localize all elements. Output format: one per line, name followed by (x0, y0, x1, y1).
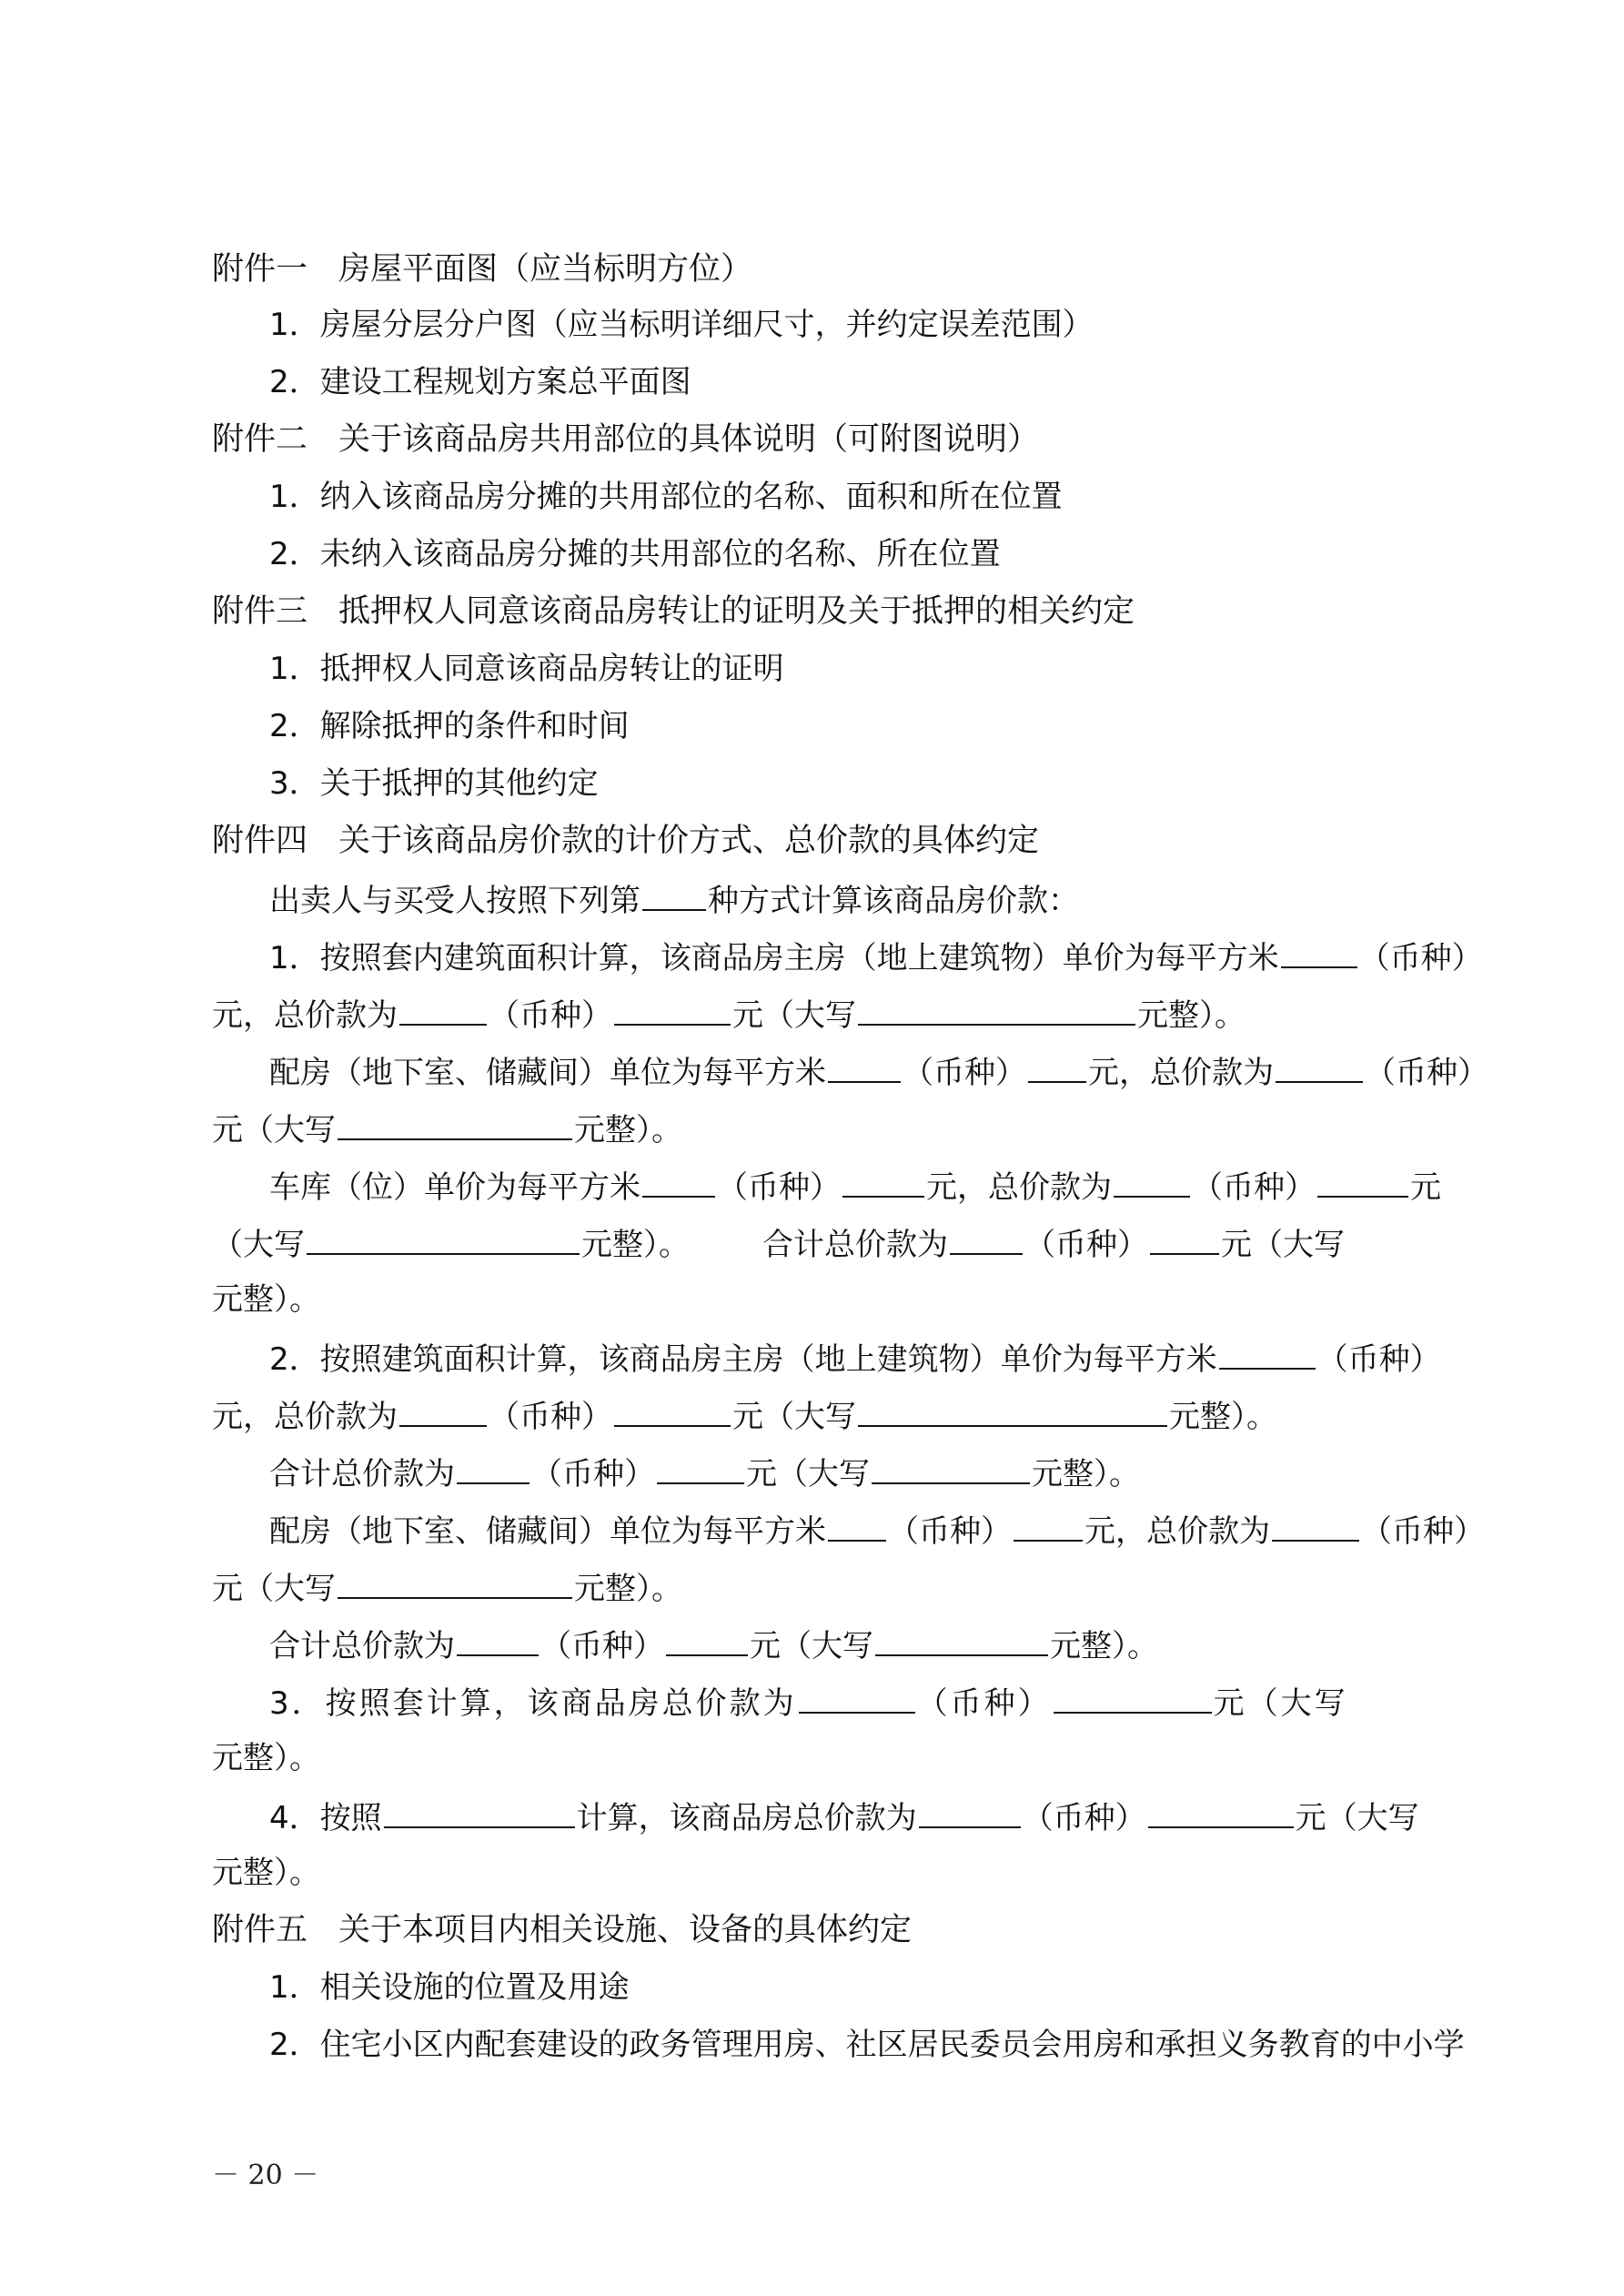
fill-blank[interactable] (1150, 1220, 1219, 1255)
method-1-line-7: 元整）。 (212, 1281, 320, 1318)
fill-blank[interactable] (457, 1450, 530, 1484)
fill-blank[interactable] (399, 1392, 487, 1427)
attachment-2-item-2: 2．未纳入该商品房分摊的共用部位的名称、所在位置 (269, 536, 1001, 572)
fill-blank[interactable] (842, 1163, 924, 1198)
fill-blank[interactable] (399, 991, 487, 1026)
fill-blank[interactable] (338, 1564, 572, 1599)
attachment-3-item-3: 3．关于抵押的其他约定 (269, 765, 599, 802)
attachment-1-label: 附件一 (212, 251, 308, 288)
attachment-2-title: 关于该商品房共用部位的具体说明（可附图说明） (338, 421, 1040, 458)
method-1-line-2: 元，总价款为 （币种） 元（大写 元整）。 (0, 991, 1624, 1037)
method-2-line-4: 配房（地下室、储藏间）单位为每平方米 （币种） 元，总价款为 （币种） (0, 1507, 1624, 1553)
method-2-line-3: 合计总价款为 （币种） 元（大写 元整）。 (0, 1450, 1624, 1496)
page-number: － 20 － (212, 2159, 319, 2191)
attachment-4-label: 附件四 (212, 823, 308, 859)
fill-blank[interactable] (1281, 934, 1357, 968)
method-choice-blank[interactable] (642, 876, 706, 911)
attachment-2-item-1: 1．纳入该商品房分摊的共用部位的名称、面积和所在位置 (269, 479, 1063, 515)
method-4-line-2: 元整）。 (212, 1855, 320, 1891)
fill-blank[interactable] (1276, 1048, 1363, 1083)
fill-blank[interactable] (457, 1622, 539, 1656)
fill-blank[interactable] (1028, 1048, 1086, 1083)
fill-blank[interactable] (338, 1106, 572, 1140)
fill-blank[interactable] (950, 1220, 1023, 1255)
fill-blank[interactable] (858, 991, 1135, 1026)
attachment-4-intro: 出卖人与买受人按照下列第 种方式计算该商品房价款： (0, 876, 1624, 923)
method-1-line-1: 1．按照套内建筑面积计算，该商品房主房（地上建筑物）单价为每平方米 （币种） (0, 934, 1624, 980)
fill-blank[interactable] (1317, 1163, 1408, 1198)
attachment-4-title: 关于该商品房价款的计价方式、总价款的具体约定 (338, 823, 1040, 859)
fill-blank[interactable] (657, 1450, 744, 1484)
fill-blank[interactable] (666, 1622, 748, 1656)
fill-blank[interactable] (1114, 1163, 1190, 1198)
attachment-3-label: 附件三 (212, 593, 308, 630)
attachment-1-title: 房屋平面图（应当标明方位） (338, 251, 753, 288)
fill-blank[interactable] (799, 1679, 915, 1714)
fill-blank[interactable] (1054, 1679, 1212, 1714)
attachment-3-title: 抵押权人同意该商品房转让的证明及关于抵押的相关约定 (338, 593, 1135, 630)
method-3-line-2: 元整）。 (212, 1740, 320, 1776)
fill-blank[interactable] (642, 1163, 715, 1198)
method-1-line-4: 元（大写 元整）。 (0, 1106, 1624, 1152)
attachment-1-heading (0, 248, 1624, 291)
fill-blank[interactable] (828, 1048, 901, 1083)
attachment-3-item-2: 2．解除抵押的条件和时间 (269, 708, 630, 744)
fill-blank[interactable] (614, 991, 731, 1026)
attachment-5-item-1: 1．相关设施的位置及用途 (269, 1969, 630, 2006)
attachment-5-item-2: 2．住宅小区内配套建设的政务管理用房、社区居民委员会用房和承担义务教育的中小学 (269, 2027, 1465, 2063)
attachment-1-item-1: 1．房屋分层分户图（应当标明详细尺寸，并约定误差范围） (269, 307, 1094, 343)
method-1-line-3: 配房（地下室、储藏间）单位为每平方米 （币种） 元，总价款为 （币种） (0, 1048, 1624, 1095)
fill-blank[interactable] (872, 1450, 1030, 1484)
fill-blank[interactable] (1219, 1335, 1316, 1370)
fill-blank[interactable] (875, 1622, 1048, 1656)
fill-blank[interactable] (828, 1507, 886, 1542)
attachment-5-title: 关于本项目内相关设施、设备的具体约定 (338, 1912, 913, 1948)
method-2-line-6: 合计总价款为 （币种） 元（大写 元整）。 (0, 1622, 1624, 1668)
attachment-4-heading (0, 819, 1624, 863)
fill-blank[interactable] (307, 1220, 580, 1255)
fill-blank[interactable] (384, 1794, 575, 1828)
attachment-3-item-1: 1．抵押权人同意该商品房转让的证明 (269, 651, 784, 687)
fill-blank[interactable] (858, 1392, 1167, 1427)
method-1-line-6: （大写 元整）。 合计总价款为 （币种） 元（大写 (0, 1220, 1624, 1267)
fill-blank[interactable] (919, 1794, 1021, 1828)
attachment-5-heading (0, 1908, 1624, 1952)
fill-blank[interactable] (1272, 1507, 1359, 1542)
fill-blank[interactable] (1148, 1794, 1294, 1828)
method-3-line-1: 3．按照套计算，该商品房总价款为 （币种） 元（大写 (0, 1679, 1624, 1725)
method-1-line-5: 车库（位）单价为每平方米 （币种） 元，总价款为 （币种） 元 (0, 1163, 1624, 1209)
method-2-line-2: 元，总价款为 （币种） 元（大写 元整）。 (0, 1392, 1624, 1439)
attachment-2-heading (0, 418, 1624, 461)
fill-blank[interactable] (1014, 1507, 1083, 1542)
fill-blank[interactable] (614, 1392, 731, 1427)
method-4-line-1: 4．按照 计算，该商品房总价款为 （币种） 元（大写 (0, 1794, 1624, 1840)
method-2-line-1: 2．按照建筑面积计算，该商品房主房（地上建筑物）单价为每平方米 （币种） (0, 1335, 1624, 1381)
attachment-5-label: 附件五 (212, 1912, 308, 1948)
attachment-1-item-2: 2．建设工程规划方案总平面图 (269, 364, 691, 400)
attachment-3-heading (0, 590, 1624, 633)
method-2-line-5: 元（大写 元整）。 (0, 1564, 1624, 1611)
attachment-2-label: 附件二 (212, 421, 308, 458)
